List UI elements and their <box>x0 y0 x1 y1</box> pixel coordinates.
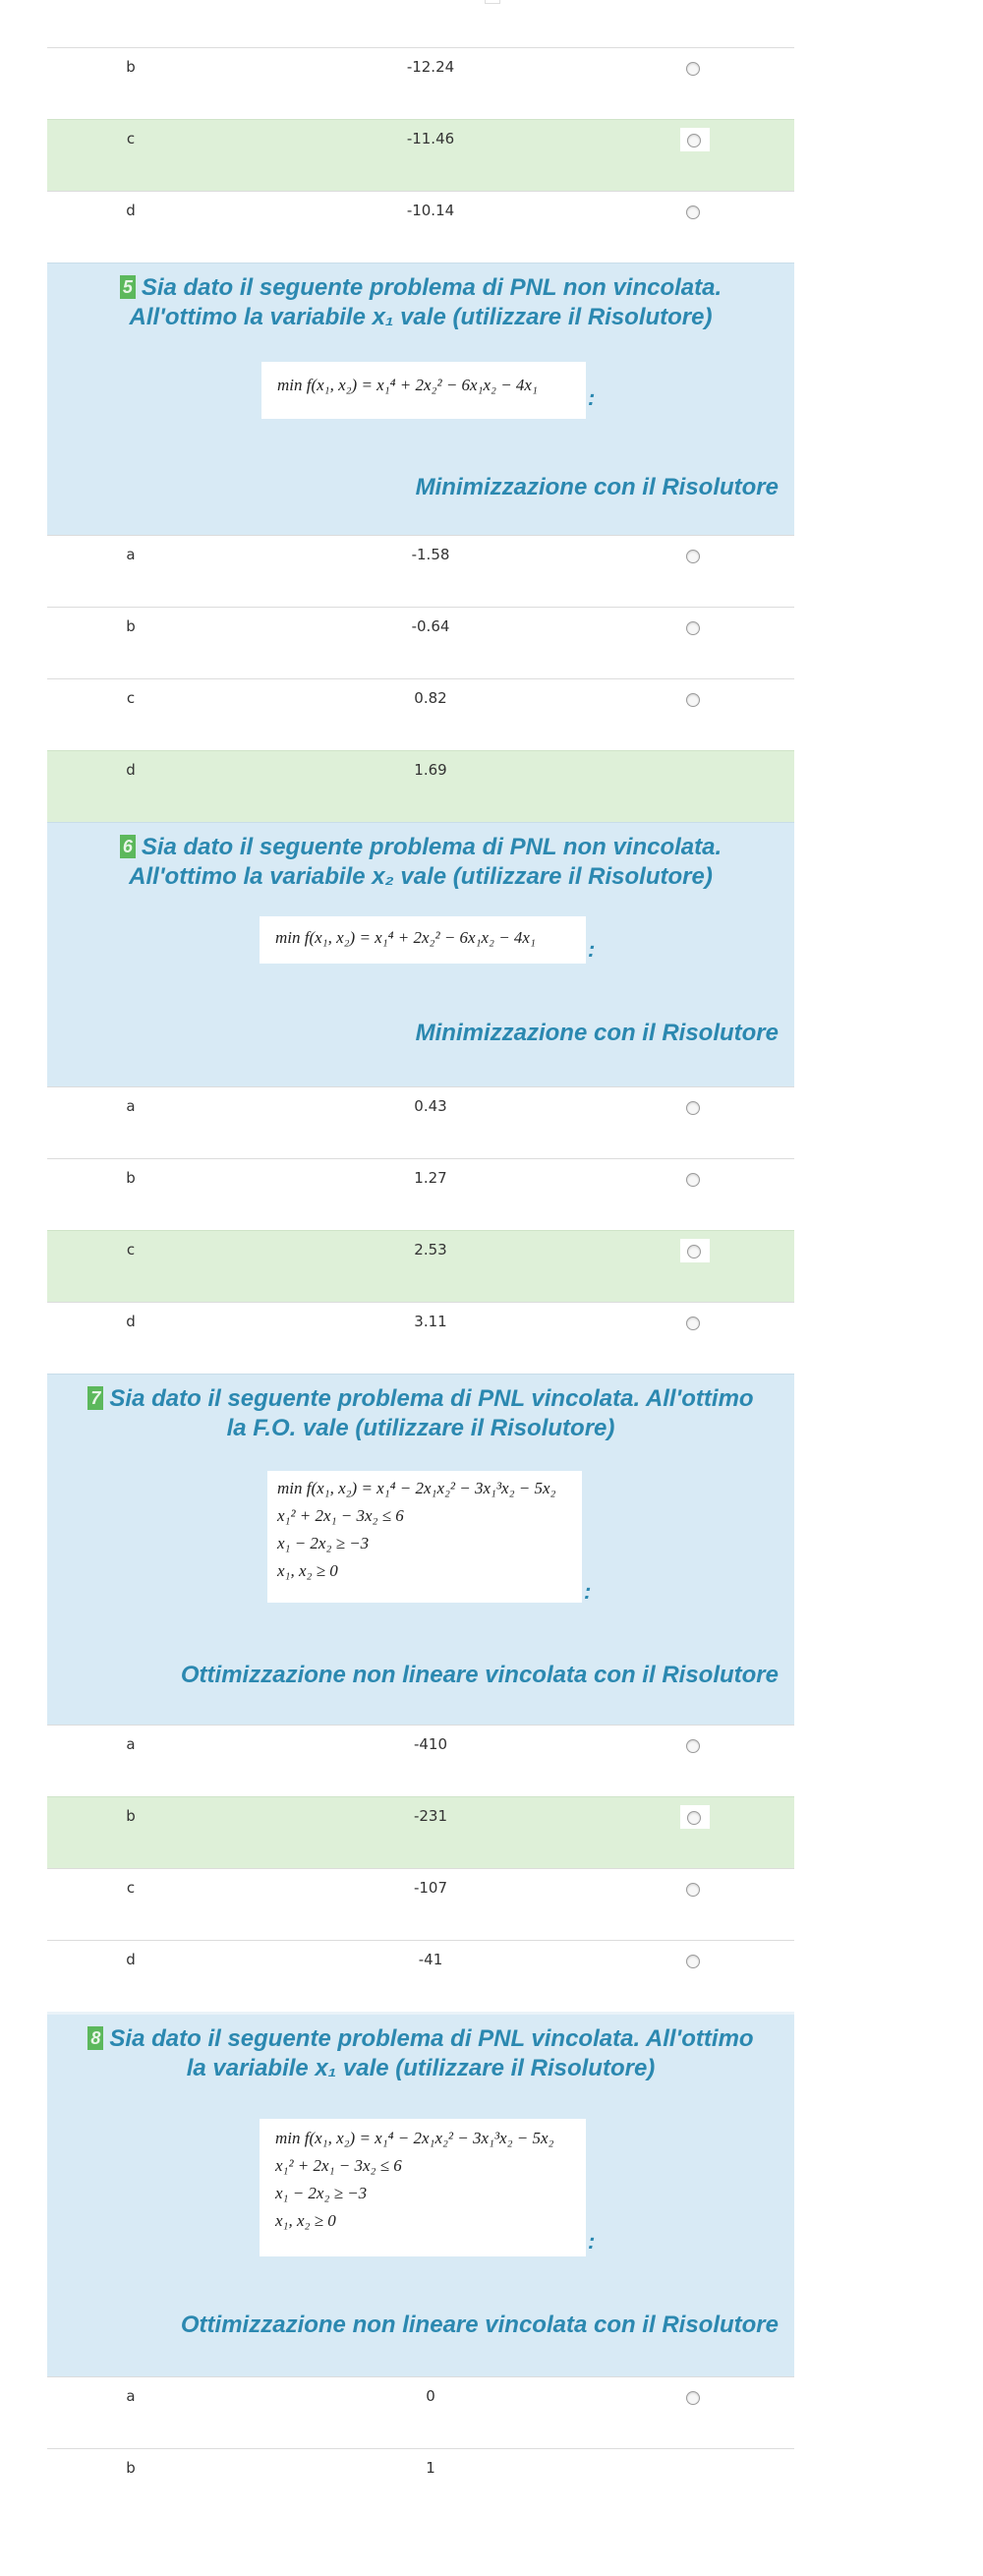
option-value: -0.64 <box>411 617 450 635</box>
option-value: 3.11 <box>414 1313 447 1330</box>
option-letter: a <box>126 546 136 563</box>
option-row-a <box>47 2376 794 2448</box>
question-7 <box>47 1374 794 1725</box>
option-letter: b <box>126 2459 136 2477</box>
option-row-d-correct <box>47 750 794 822</box>
option-radio[interactable] <box>687 134 701 147</box>
option-value: -10.14 <box>406 202 455 219</box>
question-8 <box>47 2012 794 2376</box>
question-title-line2: All'ottimo la variabile x₁ vale (utilizzare il Risolutore) <box>129 304 713 330</box>
option-row-d <box>47 191 794 263</box>
formula-line: x₁, x₂ ≥ 0 <box>277 1561 338 1580</box>
question-title-line2: la variabile x₁ vale (utilizzare il Risolutore) <box>186 2055 656 2081</box>
question-subtitle: Ottimizzazione non lineare vincolata con il Risolutore <box>180 2312 779 2338</box>
formula-image <box>260 2119 586 2256</box>
formula-image <box>267 1471 582 1603</box>
option-letter: c <box>126 130 136 147</box>
formula-image <box>261 362 586 419</box>
option-letter: c <box>126 1241 136 1259</box>
quiz-sheet <box>47 0 794 2520</box>
option-letter: d <box>126 761 136 779</box>
option-value: -1.58 <box>411 546 450 563</box>
option-radio[interactable] <box>686 1317 700 1330</box>
option-value: -107 <box>413 1879 448 1897</box>
option-row-a <box>47 535 794 607</box>
option-value: 1.69 <box>414 761 447 779</box>
question-subtitle: Minimizzazione con il Risolutore <box>415 474 779 500</box>
question-title <box>47 823 794 892</box>
option-row-b-correct <box>47 1796 794 1868</box>
option-letter: a <box>126 1097 136 1115</box>
question-title <box>47 2015 794 2083</box>
question-number-badge: 6 <box>120 835 136 858</box>
formula-line: x₁² + 2x₁ − 3x₂ ≤ 6 <box>277 1506 404 1525</box>
option-letter: c <box>126 1879 136 1897</box>
formula-colon: : <box>584 1579 592 1604</box>
option-row-d <box>47 1940 794 2012</box>
option-letter: b <box>126 617 136 635</box>
option-value: -231 <box>413 1807 448 1825</box>
question-number-badge: 8 <box>87 2026 103 2050</box>
question-number-badge: 7 <box>87 1386 103 1410</box>
question-title-line1: Sia dato il seguente problema di PNL vincolata. All'ottimo <box>109 2025 754 2052</box>
option-letter: b <box>126 1169 136 1187</box>
formula-colon: : <box>588 385 596 410</box>
question-title-line1: Sia dato il seguente problema di PNL non vincolata. <box>141 274 723 301</box>
option-letter: b <box>126 58 136 76</box>
formula-line: min f(x₁, x₂) = x₁⁴ − 2x₁x₂² − 3x₁³x₂ − 5x₂ <box>275 2129 554 2147</box>
option-radio[interactable] <box>686 550 700 563</box>
option-row-c <box>47 1868 794 1940</box>
option-row-c <box>47 678 794 750</box>
option-value: -41 <box>418 1951 443 1968</box>
option-value: 0.43 <box>414 1097 447 1115</box>
option-value: 0 <box>426 2387 435 2405</box>
question-subtitle: Ottimizzazione non lineare vincolata con il Risolutore <box>180 1662 779 1688</box>
option-letter: c <box>126 689 136 707</box>
option-letter: b <box>126 1807 136 1825</box>
option-row-d <box>47 1302 794 1374</box>
option-radio[interactable] <box>686 1101 700 1115</box>
cropped-image-edge <box>485 0 500 4</box>
formula-line: x₁² + 2x₁ − 3x₂ ≤ 6 <box>275 2156 402 2175</box>
formula-line: min f(x₁, x₂) = x₁⁴ + 2x₂² − 6x₁x₂ − 4x₁ <box>277 376 538 394</box>
formula-line: min f(x₁, x₂) = x₁⁴ + 2x₂² − 6x₁x₂ − 4x₁ <box>275 928 536 947</box>
formula-line: x₁, x₂ ≥ 0 <box>275 2211 336 2230</box>
option-row-a <box>47 1086 794 1158</box>
option-letter: d <box>126 1951 136 1968</box>
option-radio[interactable] <box>686 1955 700 1968</box>
formula-line: x₁ − 2x₂ ≥ −3 <box>275 2184 368 2202</box>
question-title <box>47 263 794 332</box>
option-radio[interactable] <box>687 1245 701 1259</box>
formula-colon: : <box>588 2229 596 2254</box>
option-value: -12.24 <box>406 58 455 76</box>
option-radio[interactable] <box>686 62 700 76</box>
option-radio[interactable] <box>686 205 700 219</box>
option-value: 1 <box>426 2459 435 2477</box>
option-radio[interactable] <box>686 693 700 707</box>
option-row-b <box>47 47 794 119</box>
question-number-badge: 5 <box>120 275 136 299</box>
option-radio[interactable] <box>686 1173 700 1187</box>
question-title-line1: Sia dato il seguente problema di PNL non vincolata. <box>141 834 723 860</box>
option-row-a <box>47 1725 794 1796</box>
option-row-c-correct <box>47 119 794 191</box>
option-value: 0.82 <box>414 689 447 707</box>
option-row-c-correct <box>47 1230 794 1302</box>
option-value: 1.27 <box>414 1169 447 1187</box>
option-radio[interactable] <box>686 1739 700 1753</box>
option-letter: d <box>126 1313 136 1330</box>
question-title-line2: All'ottimo la variabile x₂ vale (utilizzare il Risolutore) <box>129 863 713 890</box>
question-subtitle: Minimizzazione con il Risolutore <box>415 1020 779 1046</box>
option-radio[interactable] <box>687 1811 701 1825</box>
option-value: -410 <box>413 1735 448 1753</box>
question-5 <box>47 263 794 535</box>
option-radio[interactable] <box>686 2391 700 2405</box>
option-value: 2.53 <box>414 1241 447 1259</box>
option-row-b <box>47 1158 794 1230</box>
option-row-b <box>47 607 794 678</box>
option-letter: d <box>126 202 136 219</box>
formula-line: min f(x₁, x₂) = x₁⁴ − 2x₁x₂² − 3x₁³x₂ − 5x₂ <box>277 1479 556 1497</box>
question-title-line2: la F.O. vale (utilizzare il Risolutore) <box>226 1415 615 1441</box>
question-6 <box>47 822 794 1086</box>
formula-image <box>260 916 586 964</box>
question-title <box>47 1375 794 1443</box>
option-row-b <box>47 2448 794 2520</box>
formula-line: x₁ − 2x₂ ≥ −3 <box>277 1534 370 1552</box>
top-strip <box>47 0 794 47</box>
option-radio[interactable] <box>686 1883 700 1897</box>
option-letter: a <box>126 2387 136 2405</box>
option-value: -11.46 <box>406 130 455 147</box>
question-title-line1: Sia dato il seguente problema di PNL vincolata. All'ottimo <box>109 1385 754 1412</box>
option-radio[interactable] <box>686 621 700 635</box>
option-letter: a <box>126 1735 136 1753</box>
formula-colon: : <box>588 937 596 962</box>
